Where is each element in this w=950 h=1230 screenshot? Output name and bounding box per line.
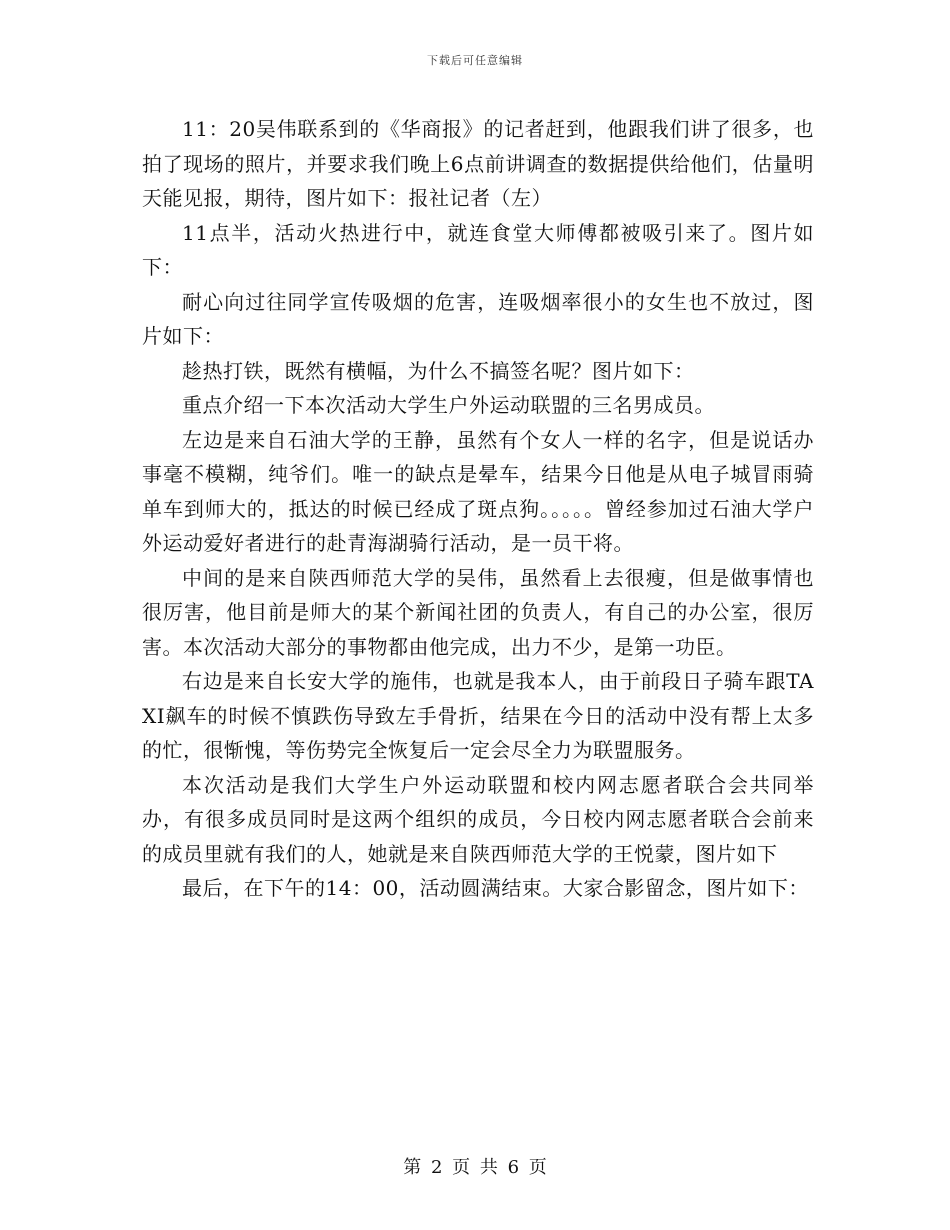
paragraph-joint-event: 本次活动是我们大学生户外运动联盟和校内网志愿者联合会共同举办，有很多成员同时是这两个组织的成员，今日校内网志愿者联合会前来的成员里就有我们的人，她就是来自陕西师范大学的王悦蒙，图片如下 (142, 772, 814, 866)
page-number: 第 2 页 共 6 页 (403, 1157, 547, 1178)
paragraph-right-member: 右边是来自长安大学的施伟，也就是我本人，由于前段日子骑车跟TAXI飙车的时候不慎跌伤导致左手骨折，结果在今日的活动中没有帮上太多的忙，很惭愧，等伤势完全恢复后一定会尽全力为联盟服务。 (142, 669, 814, 762)
paragraph-middle-member: 中间的是来自陕西师范大学的吴伟，虽然看上去很瘦，但是做事情也很厉害，他目前是师大的某个新闻社团的负责人，有自己的办公室，很厉害。本次活动大部分的事物都由他完成，出力不少，是第一功臣。 (142, 565, 814, 659)
paragraph-signature: 趁热打铁，既然有横幅，为什么不搞签名呢？图片如下： (182, 358, 695, 383)
paragraph-half-eleven: 11点半，活动火热进行中，就连食堂大师傅都被吸引来了。图片如下： (142, 220, 814, 279)
document-body (142, 112, 814, 906)
page-header: 下载后可任意编辑 (427, 54, 523, 67)
paragraph-smoking-harm: 耐心向过往同学宣传吸烟的危害，连吸烟率很小的女生也不放过，图片如下： (142, 289, 814, 348)
paragraph-left-member: 左边是来自石油大学的王静，虽然有个女人一样的名字，但是说话办事毫不模糊，纯爷们。唯一的缺点是晕车，结果今日他是从电子城冒雨骑单车到师大的，抵达的时候已经成了斑点狗。。。。。曾经参加过石油大学户外运动爱好者进行的赴青海湖骑行活动，是一员干将。 (142, 427, 814, 555)
paragraph-conclusion: 最后，在下午的14：00，活动圆满结束。大家合影留念，图片如下： (182, 876, 809, 900)
paragraph-members-intro: 重点介绍一下本次活动大学生户外运动联盟的三名男成员。 (182, 393, 715, 417)
paragraph-reporter: 11：20吴伟联系到的《华商报》的记者赶到，他跟我们讲了很多，也拍了现场的照片，并要求我们晚上6点前讲调查的数据提供给他们，估量明天能见报，期待，图片如下：报社记者（左） (142, 117, 814, 210)
